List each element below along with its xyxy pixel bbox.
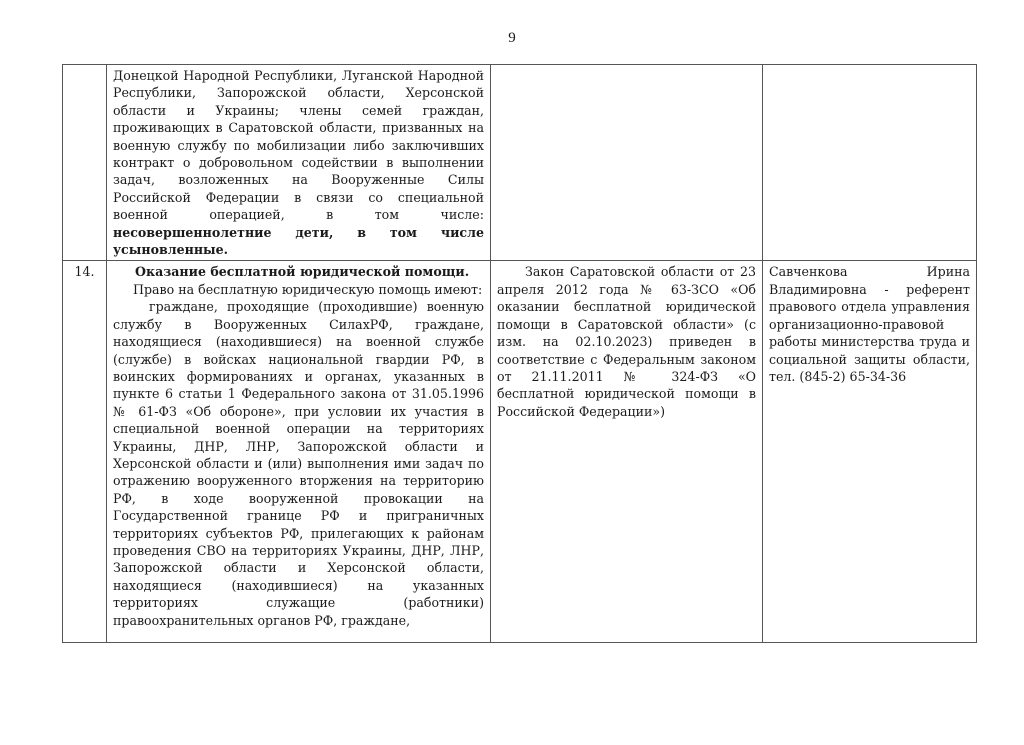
row-description xyxy=(107,261,491,643)
row-law xyxy=(491,261,763,643)
row-contact: Савченкова Ирина Владимировна - референт правового отдела управления организационно-правовой работы министерства труда и социальной защиты области, тел. (845-2) 65-34-36 xyxy=(763,261,977,643)
law-text: Закон Саратовской области от 23 апреля 2012 года № 63-ЗСО «Об оказании бесплатной юридической помощи в Саратовской области» (с изм. на 02.10.2023) приведен в соответствие с Федеральным законом от 21.11.2011 № 324-ФЗ «О бесплатной юридической помощи в Российской Федерации») xyxy=(497,264,756,419)
row-law xyxy=(491,65,763,261)
row-contact xyxy=(763,65,977,261)
description-text: Донецкой Народной Республики, Луганской Народной Республики, Запорожской области, Херсонской области и Украины; члены семей граждан, проживающих в Саратовской области, призванных на военную службу по мобилизации либо заключивших контракт о добровольном содействии в выполнении задач, возложенных на Вооруженные Силы Российской Федерации в связи со специальной военной операцией, в том числе: xyxy=(113,68,484,223)
row-number xyxy=(63,65,107,261)
row-description xyxy=(107,65,491,261)
table-row xyxy=(63,261,977,643)
service-intro: Право на бесплатную юридическую помощь имеют: xyxy=(133,281,483,297)
service-title: Оказание бесплатной юридической помощи. xyxy=(135,264,470,280)
row-number: 14. xyxy=(63,261,107,643)
description-bold-text: несовершеннолетние дети, в том числе усыновленные. xyxy=(113,224,484,258)
table-row xyxy=(63,65,977,261)
services-table xyxy=(62,64,977,643)
page-number: 9 xyxy=(508,30,516,46)
service-body: граждане, проходящие (проходившие) военную службу в Вооруженных СилахРФ, граждане, находящиеся (находившиеся) на военной службе (службе) в войсках национальной гвардии РФ, в воинских формированиях и органах, указанных в пункте 6 статьи 1 Федерального закона от 31.05.1996 № 61-ФЗ «Об обороне», при условии их участия в специальной военной операции на территориях Украины, ДНР, ЛНР, Запорожской области и Херсонской области и (или) выполнения ими задач по отражению вооруженного вторжения на территорию РФ, в ходе вооруженной провокации на Государственной границе РФ и приграничных территориях субъектов РФ, прилегающих к районам проведения СВО на территориях Украины, ДНР, ЛНР, Запорожской области и Херсонской области, находящиеся (находившиеся) на указанных территориях служащие (работники) правоохранительных органов РФ, граждане, xyxy=(113,299,484,628)
